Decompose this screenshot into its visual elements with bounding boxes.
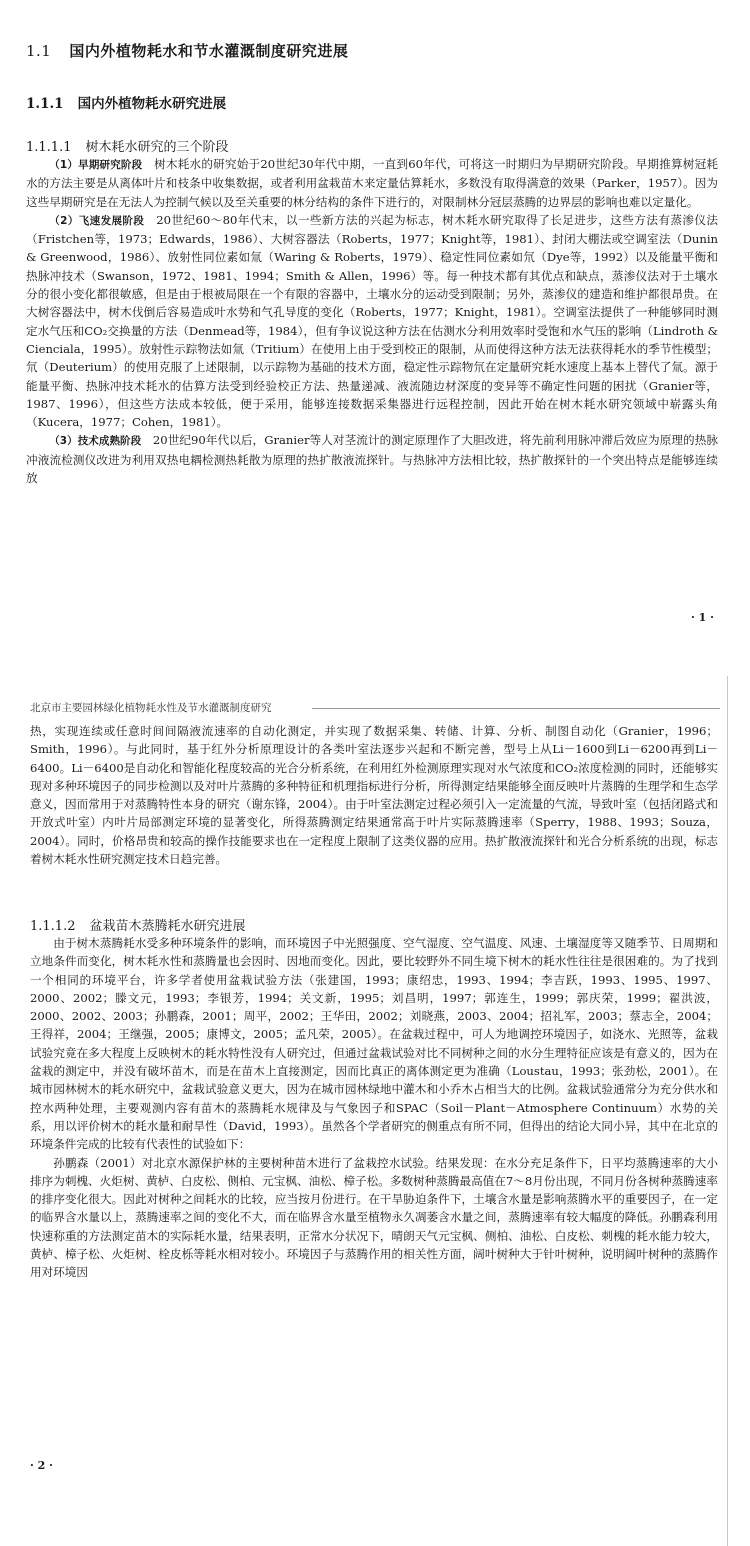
section-title: 国内外植物耗水和节水灌溉制度研究进展 <box>69 42 349 60</box>
paragraph-text: 20世纪60～80年代末，以一些新方法的兴起为标志，树木耗水研究取得了长足进步，这些方法有蒸渗仪法（Fristchen等，1973；Edwards，1986）、大树容器法（Roberts，1977；Knight等，1981）、封闭大棚法或空调室法（Dunin & Greenwood，1986）、放射性同位素如氚（Waring & Roberts，1979）、稳定性同位素如氘（Dye等，1992）以及能量平衡和热脉冲技术（Swanson，1972、1981、1994；Smith & Allen，1996）等。每一种技术都有其优点和缺点，蒸渗仪法对于土壤水分的很小变化都很敏感，但是由于根被局限在一个有限的容器中，土壤水分的运动受到限制；另外，蒸渗仪的建造和维护都很昂贵。在大树容器法中，树木伐倒后容易造成叶水势和气孔导度的变化（Roberts，1977；Knight，1981）。空调室法提供了一种能够同时测定水气压和CO₂交换量的方法（Denmead等，1984），但有争议说这种方法在估测水分利用效率时受饱和水气压的影响（Lindroth & Cienciala，1995）。放射性示踪物法如氚（Tritium）在使用上由于受到校正的限制，从而使得这种方法无法获得耗水的季节性模型；氘（Deuterium）的使用克服了上述限制，以示踪物为基础的技术方面，稳定性示踪物氘在定量研究耗水速度上基本上替代了氚。源于能量平衡、热脉冲技术耗水的估算方法受到经验校正方法、热量递减、液流随边材深度的变异等不确定性问题的困扰（Granier等，1987、1996），但这些方法成本较低，便于采用，能够连接数据采集器进行远程控制，因此开始在树木耗水研究领域中崭露头角（Kucera，1977；Cohen，1981）。 <box>26 212 718 430</box>
section-heading-1-1-1-2 <box>30 915 246 934</box>
paragraph-early-stage <box>26 155 718 211</box>
paragraph-sun-pengsen: 孙鹏森（2001）对北京水源保护林的主要树种苗木进行了盆栽控水试验。结果发现：在水分充足条件下，日平均蒸腾速率的大小排序为刺槐、火炬树、黄栌、白皮松、侧柏、元宝枫、油松、樟子松。多数树种蒸腾最高值在7～8月份出现，不同月份各树种蒸腾速率的排序变化很大。因此对树种之间耗水的比较，应当按月份进行。在干旱胁迫条件下，土壤含水量是影响蒸腾水平的重要因子，在一定的临界含水量以上，蒸腾速率之间的变化不大，而在临界含水量至植物永久凋萎含水量之间，蒸腾速率有较大幅度的降低。孙鹏森利用快速称重的方法测定苗木的实际耗水量，结果表明，正常水分状况下，晴朗天气元宝枫、侧柏、油松、白皮松、刺槐的耗水能力较大，黄栌、樟子松、火炬树、栓皮栎等耗水相对较小。环境因子与蒸腾作用的相关性方面，阔叶树种大于针叶树种，说明阔叶树种的蒸腾作用对环境因 <box>30 1155 718 1280</box>
section-heading-1-1 <box>26 40 348 61</box>
section-number: 1.1.1.1 <box>26 140 72 155</box>
paragraph-potted-seedlings: 由于树木蒸腾耗水受多种环境条件的影响，而环境因子中光照强度、空气湿度、空气温度、风速、土壤湿度等又随季节、日周期和立地条件而变化，树木耗水性和蒸腾量也会因时、因地而变化。因此，要比较野外不同生境下树木的耗水性往往是很困难的。为了找到一个相同的环境平台，许多学者使用盆栽试验方法（张建国，1993；康绍忠，1993、1994；李吉跃，1993、1995、1997、2000、2002；滕文元，1993；李银芳，1994；关文新，1995；刘昌明，1997；郭连生，1999；郭庆荣，1999；翟洪波，2000、2002、2003；孙鹏森，2001；周平，2002；王华田，2002；刘晓燕，2003、2004；招礼军，2003；蔡志全，2004；王得祥，2004；王继强，2005；康博文，2005；孟凡荣，2005）。在盆栽过程中，可人为地调控环境因子，如浇水、光照等，盆栽试验究竟在多大程度上反映树木的耗水特性没有人研究过，但通过盆栽试验对比不同树种之间的水分生理特征应该是有意义的，因为在盆栽的测定中，并没有破坏苗木，而是在苗木上直接测定，因而比真正的离体测定更为准确（Loustau，1993；张劲松，2001）。在城市园林树木的耗水研究中，盆栽试验意义更大，因为在城市园林绿地中灌木和小乔木占相当大的比例。盆栽试验通常分为充分供水和控水两种处理，主要观测内容有苗木的蒸腾耗水规律及与气象因子和SPAC（Soil－Plant－Atmosphere Continuum）水势的关系，用以评价树木的耗水量和耐旱性（David，1993）。虽然各个学者研究的侧重点有所不同，但得出的结论大同小异，其中在北京的环境条件完成的比较有代表性的试验如下： <box>30 936 718 1152</box>
section-heading-1-1-1 <box>26 92 226 112</box>
section-number: 1.1.1.2 <box>30 919 76 934</box>
page-edge-rule <box>727 676 728 1546</box>
paragraph-mature-stage <box>26 431 718 487</box>
section-heading-1-1-1-1 <box>26 136 229 155</box>
page-number: · 2 · <box>30 1459 53 1472</box>
section-number: 1.1 <box>26 42 52 60</box>
page2-body-bottom <box>30 934 718 1282</box>
paragraph-rapid-stage <box>26 211 718 432</box>
section-title: 国内外植物耗水研究进展 <box>77 96 227 112</box>
section-title: 盆栽苗木蒸腾耗水研究进展 <box>89 919 246 934</box>
section-title: 树木耗水研究的三个阶段 <box>85 140 229 155</box>
page1-body <box>26 155 718 487</box>
running-header <box>30 700 720 714</box>
section-number: 1.1.1 <box>26 96 64 112</box>
paragraph-text: 20世纪90年代以后，Granier等人对茎流计的测定原理作了大胆改进，将先前利用脉冲滞后效应为原理的热脉冲液流检测仪改进为利用双热电耦检测热耗散为原理的热扩散液流探针。与热脉冲方法相比较，热扩散探针的一个突出特点是能够连续放 <box>26 433 718 486</box>
page-gap <box>0 650 750 676</box>
stage-label: （1）早期研究阶段 <box>49 159 143 171</box>
paragraph-continued: 热，实现连续或任意时间间隔液流速率的自动化测定，并实现了数据采集、转储、计算、分析、制图自动化（Granier，1996；Smith，1996）。与此同时，基于红外分析原理设计的各类叶室法逐步兴起和不断完善，型号上从Li－1600到Li－6200再到Li－6400。Li－6400是自动化和智能化程度较高的光合分析系统，在利用红外检测原理实现对水气浓度和CO₂浓度检测的同时，还能够实现对多种环境因子的同步检测以及对叶片蒸腾的多种特征和机理指标进行分析，所得测定结果能够全面反映叶片蒸腾的生理学和生态学意义，因而常用于对蒸腾特性本身的研究（谢东锋，2004）。由于叶室法测定过程必须引入一定流量的气流，导致叶室（包括闭路式和开放式叶室）内叶片局部测定环境的显著变化，所得蒸腾测定结果通常高于叶片实际蒸腾速率（Sperry，1988、1993；Souza，2004）。同时，价格昂贵和较高的操作技能要求也在一定程度上限制了这类仪器的应用。热扩散液流探针和光合分析系统的出现，标志着树木耗水性研究测定技术日趋完善。 <box>30 724 718 867</box>
document-page-2 <box>0 676 750 1546</box>
running-title: 北京市主要园林绿化植物耗水性及节水灌溉制度研究 <box>30 702 272 714</box>
header-rule <box>312 708 720 709</box>
document-page-1 <box>0 0 750 650</box>
stage-label: （3）技术成熟阶段 <box>49 435 142 448</box>
page2-body-top <box>30 722 718 868</box>
stage-label: （2）飞速发展阶段 <box>49 214 145 227</box>
page-number: · 1 · <box>691 611 714 624</box>
paragraph-text: 树木耗水的研究始于20世纪30年代中期，一直到60年代，可将这一时期归为早期研究阶段。早期推算树冠耗水的方法主要是从离体叶片和枝条中收集数据，或者利用盆栽苗木来定量估算耗水，多数没有取得满意的效果（Parker，1957）。因为这些早期研究是在无法人为控制气候以及至关重要的林分结构的条件下进行的，对限制林分冠层蒸腾的边界层的影响也难以定量化。 <box>26 157 718 209</box>
